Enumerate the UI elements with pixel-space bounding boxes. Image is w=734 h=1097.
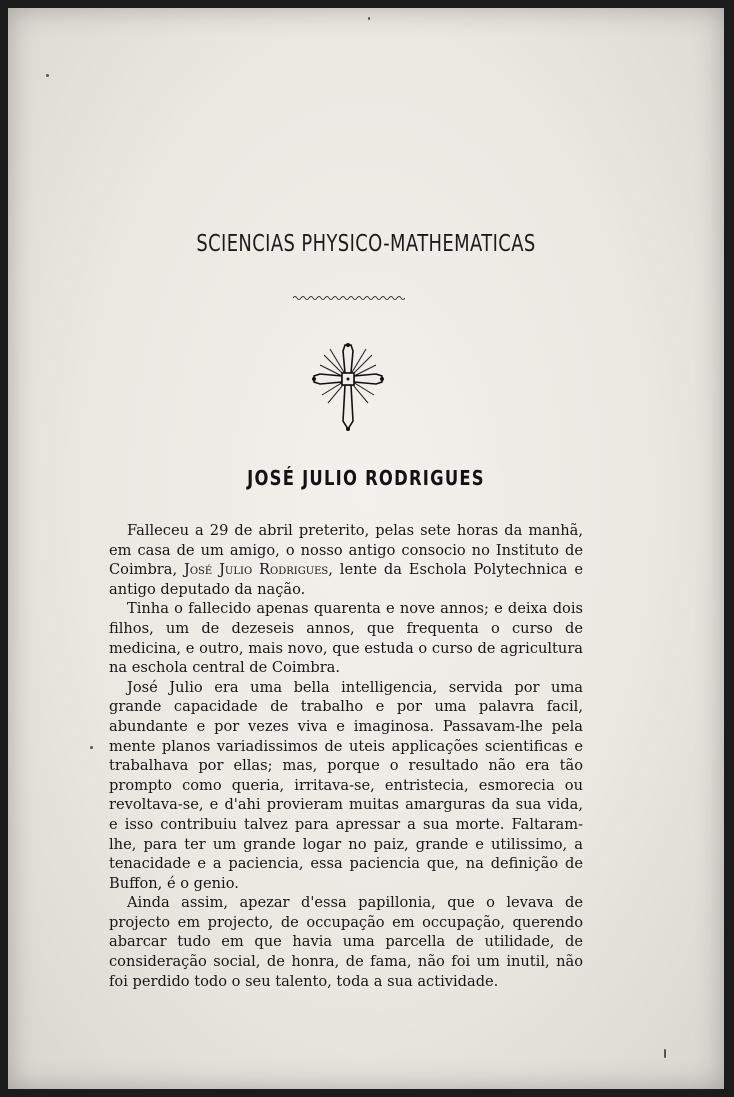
ink-speck <box>90 746 93 749</box>
paragraph: Ainda assim, apezar d'essa papillonia, que o levava de projecto em projecto, de occupação em occupação, querendo abarcar tudo em que havia uma parcella de utilidade, de consideração social, de honra, de fama, não foi um inutil, não foi perdido todo o seu talento, toda a sua actividade. <box>109 894 583 990</box>
ink-speck <box>368 17 370 20</box>
paragraph-text: , lente da Eschola Polytechnica e antigo deputado da nação. <box>109 561 583 598</box>
section-title: SCIENCIAS PHYSICO-MATHEMATICAS <box>196 231 536 257</box>
wavy-rule-icon <box>293 294 405 302</box>
paragraph-text: Falleceu a 29 de abril preterito, pelas sete horas da manhã, em casa de um amigo, o nosso antigo consocio no Instituto de Coimbra, <box>109 522 583 579</box>
ink-speck <box>46 74 49 77</box>
paragraph: José Julio era uma bella intelligencia, servida por uma grande capacidade de trabalho e por uma palavra facil, abundante e por vezes viva e imaginosa. Passavam-lhe pela mente planos variadissimos de uteis applicações scientificas e trabalhava por ellas; mas, porque o resultado não era tão prompto como queria, irritava-se, entristecia, esmorecia ou revoltava-se, e d'ahi provieram muitas amarguras da sua vida, e isso contribuiu talvez para apressar a sua morte. Faltaram-lhe, para ter um grande logar no paiz, grande e utilissimo, a tenacidade e a paciencia, essa paciencia que, na definição de Buffon, é o genio. <box>109 678 583 892</box>
paper-sheet <box>8 8 724 1089</box>
cross-ornament-icon <box>310 341 386 433</box>
article-title: JOSÉ JULIO RODRIGUES <box>247 466 485 490</box>
article-body <box>109 521 583 991</box>
paragraph <box>109 521 583 599</box>
person-name: José Julio Rodrigues <box>184 561 329 579</box>
ink-speck <box>664 1049 666 1058</box>
paragraph: Tinha o fallecido apenas quarenta e nove annos; e deixa dois filhos, um de dezeseis annos, que frequenta o curso de medicina, e outro, mais novo, que estuda o curso de agricultura na eschola central de Coimbra. <box>109 600 583 677</box>
